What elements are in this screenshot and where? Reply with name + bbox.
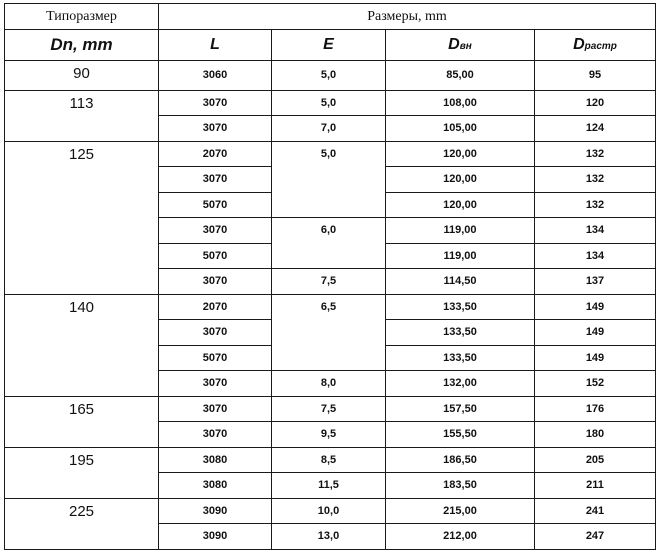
cell-drastr: 120 (535, 90, 656, 116)
cell-dvn: 215,00 (386, 498, 535, 524)
table-body (5, 61, 656, 550)
cell-dvn: 132,00 (386, 371, 535, 397)
header-drastr (535, 30, 656, 61)
cell-dn: 113 (5, 90, 159, 141)
cell-drastr: 247 (535, 524, 656, 550)
dimensions-table-wrapper (4, 3, 656, 550)
header-dn: Dn, mm (5, 30, 159, 61)
cell-l: 3070 (159, 422, 272, 448)
table-row (5, 141, 656, 167)
cell-l: 3070 (159, 320, 272, 346)
table-row (5, 294, 656, 320)
cell-drastr: 149 (535, 345, 656, 371)
cell-l: 3070 (159, 396, 272, 422)
cell-dvn: 105,00 (386, 116, 535, 142)
cell-l: 3060 (159, 61, 272, 91)
cell-e: 5,0 (272, 90, 386, 116)
cell-drastr: 180 (535, 422, 656, 448)
cell-dvn: 212,00 (386, 524, 535, 550)
cell-l: 2070 (159, 294, 272, 320)
cell-drastr: 137 (535, 269, 656, 295)
cell-drastr: 149 (535, 320, 656, 346)
cell-l: 3070 (159, 218, 272, 244)
header-type: Типоразмер (5, 4, 159, 30)
cell-drastr: 95 (535, 61, 656, 91)
cell-drastr: 205 (535, 447, 656, 473)
cell-drastr: 211 (535, 473, 656, 499)
cell-e: 5,0 (272, 61, 386, 91)
cell-e: 6,0 (272, 218, 386, 269)
cell-e: 5,0 (272, 141, 386, 218)
cell-e: 11,5 (272, 473, 386, 499)
cell-l: 3070 (159, 371, 272, 397)
cell-dn: 140 (5, 294, 159, 396)
header-row-columns (5, 30, 656, 61)
table-row (5, 396, 656, 422)
cell-l: 3090 (159, 524, 272, 550)
cell-e: 13,0 (272, 524, 386, 550)
cell-drastr: 176 (535, 396, 656, 422)
header-drastr-main: D (573, 36, 585, 53)
cell-drastr: 149 (535, 294, 656, 320)
cell-dn: 225 (5, 498, 159, 549)
cell-l: 5070 (159, 345, 272, 371)
table-row (5, 90, 656, 116)
cell-dvn: 119,00 (386, 243, 535, 269)
cell-e: 7,0 (272, 116, 386, 142)
cell-l: 3090 (159, 498, 272, 524)
cell-e: 7,5 (272, 396, 386, 422)
cell-dvn: 114,50 (386, 269, 535, 295)
cell-dvn: 108,00 (386, 90, 535, 116)
cell-e: 9,5 (272, 422, 386, 448)
table-row (5, 61, 656, 91)
cell-drastr: 132 (535, 192, 656, 218)
cell-e: 8,5 (272, 447, 386, 473)
cell-l: 2070 (159, 141, 272, 167)
table-row (5, 498, 656, 524)
header-e: E (272, 30, 386, 61)
cell-l: 3080 (159, 473, 272, 499)
cell-e: 6,5 (272, 294, 386, 371)
cell-drastr: 132 (535, 141, 656, 167)
header-dvn (386, 30, 535, 61)
cell-dvn: 157,50 (386, 396, 535, 422)
cell-dvn: 119,00 (386, 218, 535, 244)
table-row (5, 447, 656, 473)
cell-l: 5070 (159, 192, 272, 218)
header-l: L (159, 30, 272, 61)
cell-drastr: 132 (535, 167, 656, 193)
cell-drastr: 241 (535, 498, 656, 524)
cell-dvn: 120,00 (386, 167, 535, 193)
cell-drastr: 152 (535, 371, 656, 397)
cell-dn: 165 (5, 396, 159, 447)
cell-l: 3070 (159, 269, 272, 295)
cell-dvn: 133,50 (386, 320, 535, 346)
cell-dvn: 133,50 (386, 294, 535, 320)
dimensions-table (4, 3, 656, 550)
cell-dvn: 120,00 (386, 141, 535, 167)
cell-l: 3080 (159, 447, 272, 473)
cell-dvn: 155,50 (386, 422, 535, 448)
header-dvn-main: D (448, 36, 460, 53)
cell-drastr: 124 (535, 116, 656, 142)
cell-e: 8,0 (272, 371, 386, 397)
cell-dn: 195 (5, 447, 159, 498)
header-drastr-sub: растр (584, 41, 617, 52)
header-row-top (5, 4, 656, 30)
cell-e: 7,5 (272, 269, 386, 295)
header-dvn-sub: вн (459, 41, 472, 52)
cell-dvn: 133,50 (386, 345, 535, 371)
cell-l: 3070 (159, 90, 272, 116)
header-sizes: Размеры, mm (159, 4, 656, 30)
cell-dvn: 85,00 (386, 61, 535, 91)
cell-drastr: 134 (535, 243, 656, 269)
cell-dn: 125 (5, 141, 159, 294)
cell-l: 3070 (159, 167, 272, 193)
cell-dvn: 120,00 (386, 192, 535, 218)
cell-dvn: 186,50 (386, 447, 535, 473)
cell-e: 10,0 (272, 498, 386, 524)
cell-l: 5070 (159, 243, 272, 269)
cell-drastr: 134 (535, 218, 656, 244)
cell-dvn: 183,50 (386, 473, 535, 499)
cell-l: 3070 (159, 116, 272, 142)
cell-dn: 90 (5, 61, 159, 91)
